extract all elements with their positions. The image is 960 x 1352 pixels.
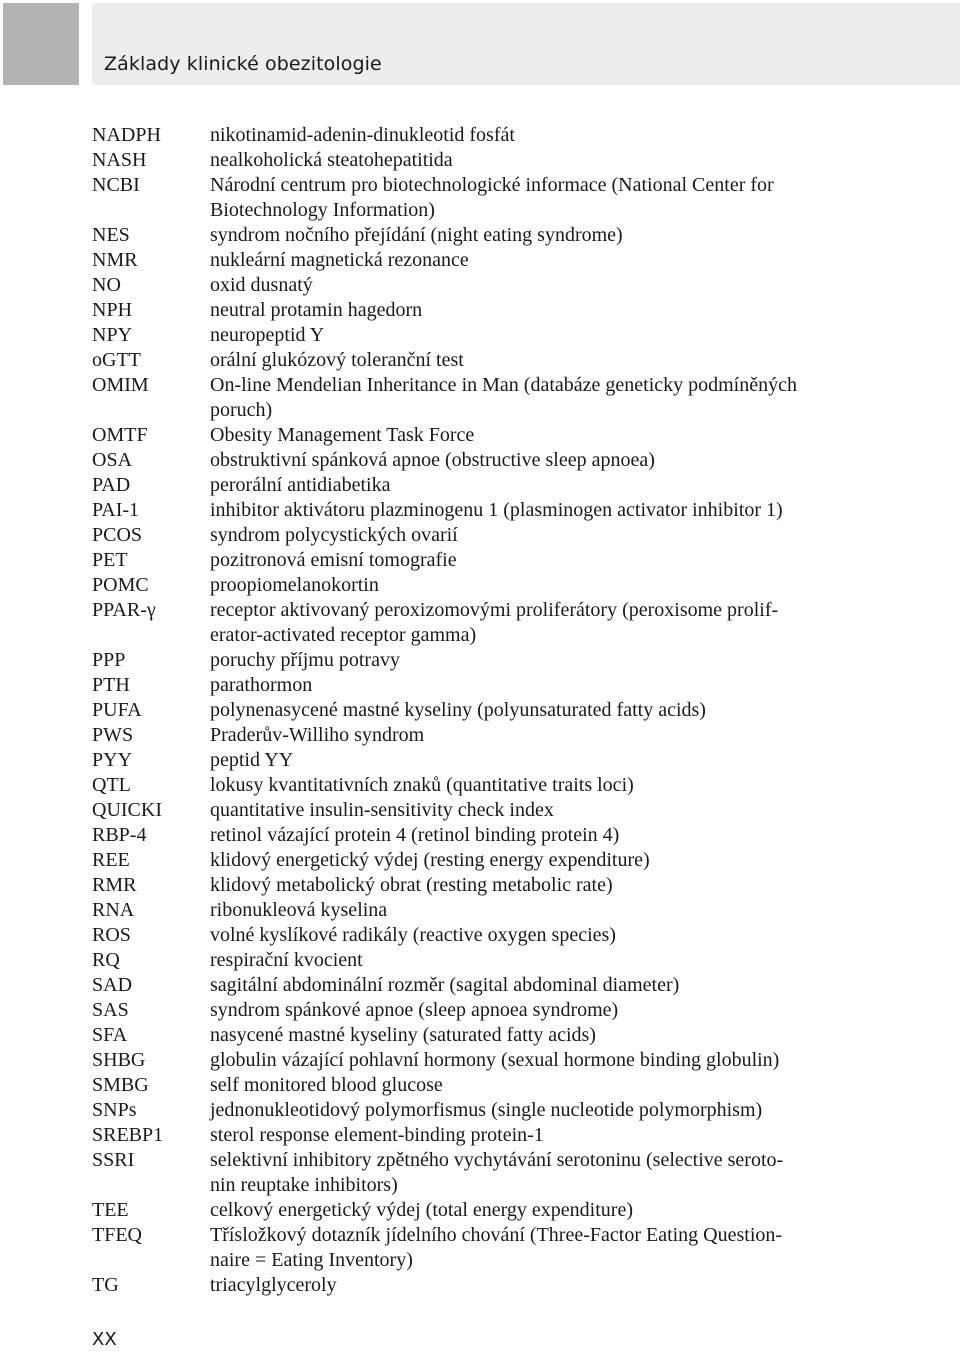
abbreviation-definition: ribonukleová kyselina: [210, 899, 388, 921]
abbreviation-entry: [92, 1073, 852, 1098]
abbreviation-term: OMIM: [92, 374, 149, 396]
abbreviation-entry: [92, 523, 852, 548]
abbreviation-entry: [92, 1048, 852, 1073]
abbreviation-entry: [92, 148, 852, 173]
abbreviation-entry: [92, 673, 852, 698]
abbreviation-entry: [92, 573, 852, 598]
abbreviation-term: OSA: [92, 449, 133, 471]
abbreviation-term: NADPH: [92, 124, 161, 146]
abbreviation-entry: [92, 123, 852, 148]
abbreviation-definition: pozitronová emisní tomografie: [210, 549, 457, 571]
abbreviation-entry: [92, 423, 852, 448]
abbreviation-entry: [92, 973, 852, 998]
abbreviation-entry: [92, 698, 852, 723]
abbreviation-definition: orální glukózový toleranční test: [210, 349, 464, 371]
abbreviation-term: ROS: [92, 924, 131, 946]
abbreviation-entry: [92, 448, 852, 473]
abbreviation-entry: [92, 373, 852, 423]
abbreviation-term: SNPs: [92, 1099, 137, 1121]
abbreviation-entry: [92, 1198, 852, 1223]
abbreviation-entry: [92, 1148, 852, 1198]
abbreviation-term: OMTF: [92, 424, 148, 446]
abbreviation-definition: sterol response element-binding protein-1: [210, 1124, 544, 1146]
abbreviation-definition: syndrom spánkové apnoe (sleep apnoea syndrome): [210, 999, 619, 1021]
abbreviation-definition: respirační kvocient: [210, 949, 363, 971]
abbreviation-term: SAS: [92, 999, 129, 1021]
abbreviation-entry: [92, 1123, 852, 1148]
abbreviation-term: oGTT: [92, 349, 141, 371]
header-tab-block: [3, 3, 79, 85]
abbreviation-definition: On-line Mendelian Inheritance in Man (databáze geneticky podmíněných poruch): [210, 374, 797, 421]
abbreviation-definition: nikotinamid-adenin-dinukleotid fosfát: [210, 124, 515, 146]
running-header-title: Základy klinické obezitologie: [104, 53, 382, 75]
abbreviation-term: PPP: [92, 649, 126, 671]
abbreviation-term: NO: [92, 274, 121, 296]
abbreviation-term: PYY: [92, 749, 133, 771]
abbreviation-entry: [92, 823, 852, 848]
abbreviation-entry: [92, 173, 852, 223]
abbreviation-definition: parathormon: [210, 674, 313, 696]
abbreviation-term: PUFA: [92, 699, 142, 721]
abbreviation-term: RMR: [92, 874, 137, 896]
abbreviation-definition: retinol vázající protein 4 (retinol binding protein 4): [210, 824, 620, 846]
abbreviation-entry: [92, 323, 852, 348]
abbreviation-term: PAD: [92, 474, 131, 496]
abbreviation-list: [92, 123, 852, 1298]
abbreviation-entry: [92, 873, 852, 898]
abbreviation-term: REE: [92, 849, 130, 871]
abbreviation-entry: [92, 298, 852, 323]
abbreviation-entry: [92, 723, 852, 748]
abbreviation-entry: [92, 773, 852, 798]
abbreviation-definition: jednonukleotidový polymorfismus (single nucleotide polymorphism): [210, 1099, 763, 1121]
abbreviation-entry: [92, 1223, 852, 1273]
abbreviation-term: SHBG: [92, 1049, 146, 1071]
abbreviation-term: RBP-4: [92, 824, 147, 846]
abbreviation-entry: [92, 273, 852, 298]
abbreviation-definition: sagitální abdominální rozměr (sagital abdominal diameter): [210, 974, 680, 996]
abbreviation-term: QUICKI: [92, 799, 162, 821]
abbreviation-entry: [92, 1023, 852, 1048]
abbreviation-entry: [92, 948, 852, 973]
abbreviation-term: SAD: [92, 974, 133, 996]
abbreviation-term: PET: [92, 549, 128, 571]
abbreviation-definition: selektivní inhibitory zpětného vychytávání serotoninu (selective seroto- nin reuptake inhibitors): [210, 1149, 784, 1196]
abbreviation-definition: syndrom nočního přejídání (night eating syndrome): [210, 224, 623, 246]
abbreviation-term: POMC: [92, 574, 149, 596]
abbreviation-entry: [92, 648, 852, 673]
abbreviation-definition: nukleární magnetická rezonance: [210, 249, 469, 271]
abbreviation-definition: Obesity Management Task Force: [210, 424, 475, 446]
abbreviation-term: PAI-1: [92, 499, 140, 521]
abbreviation-definition: globulin vázající pohlavní hormony (sexual hormone binding globulin): [210, 1049, 780, 1071]
abbreviation-definition: Praderův-Williho syndrom: [210, 724, 425, 746]
abbreviation-term: NCBI: [92, 174, 140, 196]
abbreviation-definition: nasycené mastné kyseliny (saturated fatty acids): [210, 1024, 596, 1046]
abbreviation-definition: syndrom polycystických ovarií: [210, 524, 458, 546]
abbreviation-entry: [92, 798, 852, 823]
abbreviation-term: PTH: [92, 674, 130, 696]
abbreviation-entry: [92, 248, 852, 273]
abbreviation-entry: [92, 1273, 852, 1298]
abbreviation-definition: perorální antidiabetika: [210, 474, 391, 496]
abbreviation-term: PWS: [92, 724, 134, 746]
page-number: XX: [92, 1329, 117, 1350]
abbreviation-entry: [92, 923, 852, 948]
abbreviation-term: QTL: [92, 774, 131, 796]
abbreviation-definition: self monitored blood glucose: [210, 1074, 443, 1096]
abbreviation-entry: [92, 498, 852, 523]
abbreviation-definition: receptor aktivovaný peroxizomovými proliferátory (peroxisome prolif- erator-activated receptor gamma): [210, 599, 779, 646]
abbreviation-definition: polynenasycené mastné kyseliny (polyunsaturated fatty acids): [210, 699, 706, 721]
abbreviation-definition: neutral protamin hagedorn: [210, 299, 423, 321]
abbreviation-term: NASH: [92, 149, 147, 171]
abbreviation-entry: [92, 473, 852, 498]
abbreviation-definition: Třísložkový dotazník jídelního chování (Three-Factor Eating Question- naire = Eating Inventory): [210, 1224, 783, 1271]
abbreviation-term: PCOS: [92, 524, 143, 546]
abbreviation-entry: [92, 1098, 852, 1123]
abbreviation-term: SFA: [92, 1024, 128, 1046]
abbreviation-entry: [92, 348, 852, 373]
abbreviation-entry: [92, 998, 852, 1023]
abbreviation-term: NPY: [92, 324, 133, 346]
abbreviation-definition: volné kyslíkové radikály (reactive oxygen species): [210, 924, 616, 946]
abbreviation-definition: klidový energetický výdej (resting energy expenditure): [210, 849, 650, 871]
abbreviation-term: SMBG: [92, 1074, 149, 1096]
abbreviation-definition: Národní centrum pro biotechnologické informace (National Center for Biotechnology Information): [210, 174, 774, 221]
abbreviation-definition: oxid dusnatý: [210, 274, 313, 296]
abbreviation-definition: neuropeptid Y: [210, 324, 325, 346]
abbreviation-term: TFEQ: [92, 1224, 142, 1246]
abbreviation-term: PPAR-γ: [92, 599, 156, 621]
abbreviation-term: TG: [92, 1274, 119, 1296]
abbreviation-entry: [92, 848, 852, 873]
abbreviation-definition: proopiomelanokortin: [210, 574, 379, 596]
abbreviation-definition: peptid YY: [210, 749, 294, 771]
abbreviation-entry: [92, 223, 852, 248]
abbreviation-term: TEE: [92, 1199, 129, 1221]
abbreviation-term: NES: [92, 224, 130, 246]
abbreviation-definition: inhibitor aktivátoru plazminogenu 1 (plasminogen activator inhibitor 1): [210, 499, 783, 521]
abbreviation-definition: poruchy příjmu potravy: [210, 649, 400, 671]
abbreviation-definition: klidový metabolický obrat (resting metabolic rate): [210, 874, 613, 896]
abbreviation-definition: triacylglyceroly: [210, 1274, 337, 1296]
abbreviation-definition: nealkoholická steatohepatitida: [210, 149, 453, 171]
abbreviation-term: NPH: [92, 299, 133, 321]
abbreviation-entry: [92, 598, 852, 648]
abbreviation-term: NMR: [92, 249, 138, 271]
abbreviation-term: RNA: [92, 899, 135, 921]
abbreviation-entry: [92, 548, 852, 573]
abbreviation-definition: quantitative insulin-sensitivity check index: [210, 799, 554, 821]
abbreviation-definition: celkový energetický výdej (total energy expenditure): [210, 1199, 633, 1221]
abbreviation-entry: [92, 748, 852, 773]
abbreviation-term: SSRI: [92, 1149, 135, 1171]
abbreviation-entry: [92, 898, 852, 923]
abbreviation-definition: obstruktivní spánková apnoe (obstructive sleep apnoea): [210, 449, 655, 471]
abbreviation-term: SREBP1: [92, 1124, 164, 1146]
abbreviation-term: RQ: [92, 949, 120, 971]
abbreviation-definition: lokusy kvantitativních znaků (quantitative traits loci): [210, 774, 634, 796]
